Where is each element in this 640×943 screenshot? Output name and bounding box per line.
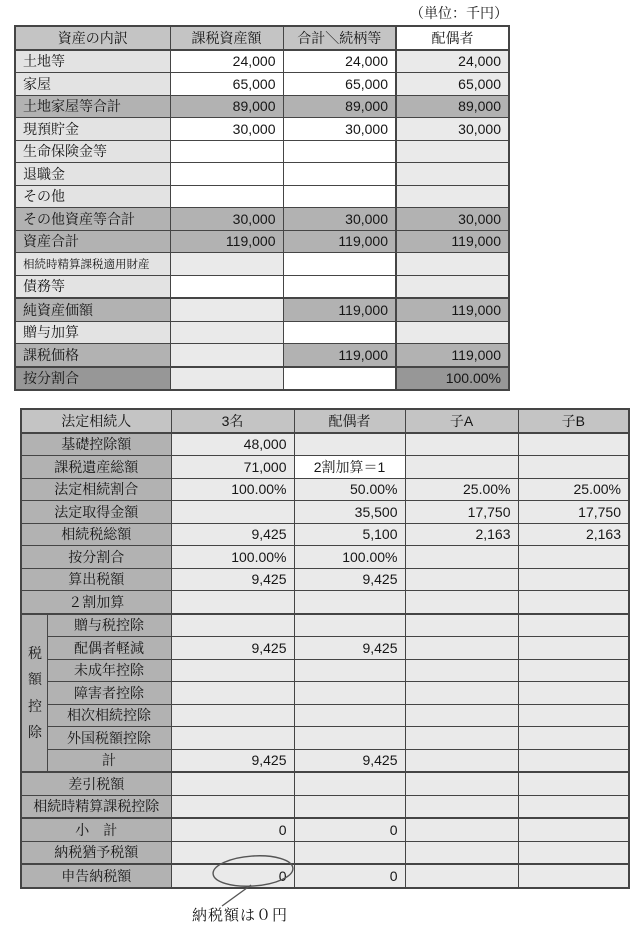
row-label: 贈与加算: [15, 321, 170, 344]
value-cell: [171, 727, 294, 750]
value-cell: [405, 614, 518, 637]
value-cell: [170, 163, 283, 186]
value-cell: [405, 795, 518, 818]
value-cell: 50.00%: [294, 478, 405, 501]
table-row: [21, 568, 629, 591]
row-label: 計: [47, 749, 171, 772]
value-cell: 0: [294, 818, 405, 841]
value-cell: 100.00%: [396, 367, 509, 391]
value-cell: 25.00%: [405, 478, 518, 501]
value-cell: 100.00%: [171, 546, 294, 569]
value-cell: [283, 185, 396, 208]
value-cell: [405, 841, 518, 864]
value-cell: [283, 367, 396, 391]
value-cell: [171, 591, 294, 614]
value-cell: 2,163: [518, 523, 629, 546]
row-label: 課税価格: [15, 344, 170, 367]
value-cell: 89,000: [283, 95, 396, 118]
value-cell: [518, 864, 629, 888]
value-cell: [283, 163, 396, 186]
value-cell: 119,000: [396, 230, 509, 253]
value-cell: 65,000: [396, 73, 509, 96]
value-cell: [405, 591, 518, 614]
value-cell: [170, 275, 283, 298]
value-cell: 17,750: [518, 501, 629, 524]
row-label: 按分割合: [15, 367, 170, 391]
value-cell: 17,750: [405, 501, 518, 524]
value-cell: [405, 568, 518, 591]
value-cell: [518, 795, 629, 818]
row-label: その他: [15, 185, 170, 208]
value-cell: 30,000: [170, 118, 283, 141]
table-row: [21, 478, 629, 501]
row-label: 按分割合: [21, 546, 171, 569]
row-label: 土地等: [15, 50, 170, 73]
row-label: 相次相続控除: [47, 704, 171, 727]
value-cell: 0: [171, 818, 294, 841]
row-label: 障害者控除: [47, 682, 171, 705]
value-cell: [405, 727, 518, 750]
column-header: 子A: [405, 409, 518, 433]
value-cell: [294, 795, 405, 818]
table-row: [21, 523, 629, 546]
value-cell: [396, 163, 509, 186]
table-row: [15, 230, 509, 253]
value-cell: [518, 682, 629, 705]
column-header: 配偶者: [294, 409, 405, 433]
row-label: 外国税額控除: [47, 727, 171, 750]
row-label: 生命保険金等: [15, 140, 170, 163]
value-cell: [170, 253, 283, 276]
value-cell: [294, 614, 405, 637]
row-label: 差引税額: [21, 772, 171, 795]
row-label: 配偶者軽減: [47, 637, 171, 660]
value-cell: [171, 772, 294, 795]
table-row: [15, 367, 509, 391]
row-label: 小 計: [21, 818, 171, 841]
value-cell: [283, 275, 396, 298]
value-cell: [396, 253, 509, 276]
table-row: [15, 253, 509, 276]
value-cell: 119,000: [283, 298, 396, 321]
row-label: 相続時精算課税適用財産: [15, 253, 170, 276]
table-row: [21, 637, 629, 660]
unit-label: （単位：千円）: [410, 5, 508, 21]
value-cell: [294, 704, 405, 727]
value-cell: [405, 659, 518, 682]
value-cell: 9,425: [171, 749, 294, 772]
column-header: 配偶者: [396, 26, 509, 50]
value-cell: 9,425: [294, 749, 405, 772]
row-label: 算出税額: [21, 568, 171, 591]
row-label: 課税遺産総額: [21, 456, 171, 479]
value-cell: 89,000: [396, 95, 509, 118]
value-cell: 119,000: [283, 344, 396, 367]
table-row: [15, 321, 509, 344]
table-row: [15, 344, 509, 367]
value-cell: 119,000: [396, 298, 509, 321]
row-label: 税額控除: [21, 614, 47, 773]
value-cell: 100.00%: [171, 478, 294, 501]
value-cell: [396, 185, 509, 208]
row-label: 土地家屋等合計: [15, 95, 170, 118]
value-cell: [396, 321, 509, 344]
column-header: 法定相続人: [21, 409, 171, 433]
table-row: [21, 818, 629, 841]
value-cell: 48,000: [171, 433, 294, 456]
value-cell: [518, 591, 629, 614]
value-cell: 25.00%: [518, 478, 629, 501]
table-row: [21, 864, 629, 888]
table-row: [15, 275, 509, 298]
value-cell: [171, 614, 294, 637]
value-cell: 30,000: [396, 118, 509, 141]
value-cell: [405, 456, 518, 479]
value-cell: [294, 433, 405, 456]
value-cell: [294, 682, 405, 705]
table-row: [21, 659, 629, 682]
value-cell: 35,500: [294, 501, 405, 524]
value-cell: [170, 321, 283, 344]
table-row: [15, 185, 509, 208]
row-label: その他資産等合計: [15, 208, 170, 231]
value-cell: [518, 841, 629, 864]
value-cell: [294, 591, 405, 614]
table-row: [21, 546, 629, 569]
value-cell: 119,000: [283, 230, 396, 253]
value-cell: [518, 818, 629, 841]
table-row: [15, 26, 509, 50]
column-header: 資産の内訳: [15, 26, 170, 50]
value-cell: [294, 659, 405, 682]
annotation-text: 納税額は０円: [192, 907, 289, 924]
value-cell: [294, 841, 405, 864]
value-cell: 71,000: [171, 456, 294, 479]
value-cell: [405, 433, 518, 456]
value-cell: 65,000: [283, 73, 396, 96]
value-cell: 5,100: [294, 523, 405, 546]
value-cell: 9,425: [171, 637, 294, 660]
row-label: 家屋: [15, 73, 170, 96]
value-cell: [518, 772, 629, 795]
value-cell: 24,000: [396, 50, 509, 73]
value-cell: 9,425: [294, 568, 405, 591]
row-label: 納税猶予税額: [21, 841, 171, 864]
value-cell: [283, 140, 396, 163]
value-cell: [405, 864, 518, 888]
value-cell: [518, 546, 629, 569]
value-cell: [170, 344, 283, 367]
value-cell: [405, 704, 518, 727]
value-cell: 30,000: [283, 118, 396, 141]
row-label: 申告納税額: [21, 864, 171, 888]
column-header: 3名: [171, 409, 294, 433]
value-cell: [518, 727, 629, 750]
value-cell: [170, 298, 283, 321]
value-cell: 89,000: [170, 95, 283, 118]
tax-table: [20, 408, 630, 889]
value-cell: 119,000: [396, 344, 509, 367]
asset-table: [14, 25, 510, 391]
row-label: 相続時精算課税控除: [21, 795, 171, 818]
row-label: 法定取得金額: [21, 501, 171, 524]
value-cell: 24,000: [170, 50, 283, 73]
value-cell: 30,000: [396, 208, 509, 231]
table-row: [21, 409, 629, 433]
value-cell: [518, 614, 629, 637]
table-row: [21, 501, 629, 524]
value-cell: [518, 637, 629, 660]
value-cell: [171, 704, 294, 727]
row-label: 基礎控除額: [21, 433, 171, 456]
value-cell: [171, 682, 294, 705]
row-label: 法定相続割合: [21, 478, 171, 501]
value-cell: 24,000: [283, 50, 396, 73]
table-row: [21, 795, 629, 818]
table-row: [21, 772, 629, 795]
row-label: 相続税総額: [21, 523, 171, 546]
value-cell: [518, 456, 629, 479]
row-label: 退職金: [15, 163, 170, 186]
table-row: [21, 841, 629, 864]
value-cell: [405, 772, 518, 795]
value-cell: [405, 637, 518, 660]
value-cell: [405, 546, 518, 569]
table-row: [15, 50, 509, 73]
table-row: [21, 614, 629, 637]
row-label: 債務等: [15, 275, 170, 298]
column-header: 課税資産額: [170, 26, 283, 50]
value-cell: [405, 749, 518, 772]
table-row: [21, 433, 629, 456]
table-row: [15, 140, 509, 163]
value-cell: 9,425: [171, 568, 294, 591]
table-row: [21, 727, 629, 750]
value-cell: 100.00%: [294, 546, 405, 569]
table-row: [21, 704, 629, 727]
table-row: [15, 118, 509, 141]
value-cell: [294, 772, 405, 795]
table-row: [15, 163, 509, 186]
value-cell: 65,000: [170, 73, 283, 96]
table-row: [15, 73, 509, 96]
value-cell: [170, 140, 283, 163]
table-row: [15, 95, 509, 118]
value-cell: 30,000: [283, 208, 396, 231]
value-cell: [518, 659, 629, 682]
row-label: ２割加算: [21, 591, 171, 614]
row-label: 資産合計: [15, 230, 170, 253]
value-cell: 9,425: [171, 523, 294, 546]
table-row: [21, 682, 629, 705]
value-cell: 119,000: [170, 230, 283, 253]
value-cell: [518, 704, 629, 727]
value-cell: [396, 275, 509, 298]
value-cell: [405, 818, 518, 841]
value-cell: 9,425: [294, 637, 405, 660]
value-cell: [405, 682, 518, 705]
value-cell: 0: [171, 864, 294, 888]
value-cell: [170, 367, 283, 391]
value-cell: [171, 841, 294, 864]
row-label: 未成年控除: [47, 659, 171, 682]
asset-table-body: [15, 26, 509, 390]
table-row: [15, 208, 509, 231]
table-row: [15, 298, 509, 321]
column-header: 子B: [518, 409, 629, 433]
value-cell: [283, 253, 396, 276]
value-cell: [294, 727, 405, 750]
value-cell: [171, 501, 294, 524]
value-cell: 2割加算＝1: [294, 456, 405, 479]
row-label: 純資産価額: [15, 298, 170, 321]
value-cell: [518, 749, 629, 772]
column-header: 合計＼続柄等: [283, 26, 396, 50]
value-cell: 贈与税控除: [47, 614, 171, 637]
value-cell: [283, 321, 396, 344]
table-row: [21, 456, 629, 479]
value-cell: 0: [294, 864, 405, 888]
value-cell: [170, 185, 283, 208]
value-cell: 30,000: [170, 208, 283, 231]
value-cell: [518, 433, 629, 456]
tax-table-body: [21, 409, 629, 888]
table-row: [21, 749, 629, 772]
value-cell: [171, 659, 294, 682]
value-cell: [518, 568, 629, 591]
value-cell: [396, 140, 509, 163]
value-cell: [171, 795, 294, 818]
value-cell: 2,163: [405, 523, 518, 546]
row-label: 現預貯金: [15, 118, 170, 141]
table-row: [21, 591, 629, 614]
